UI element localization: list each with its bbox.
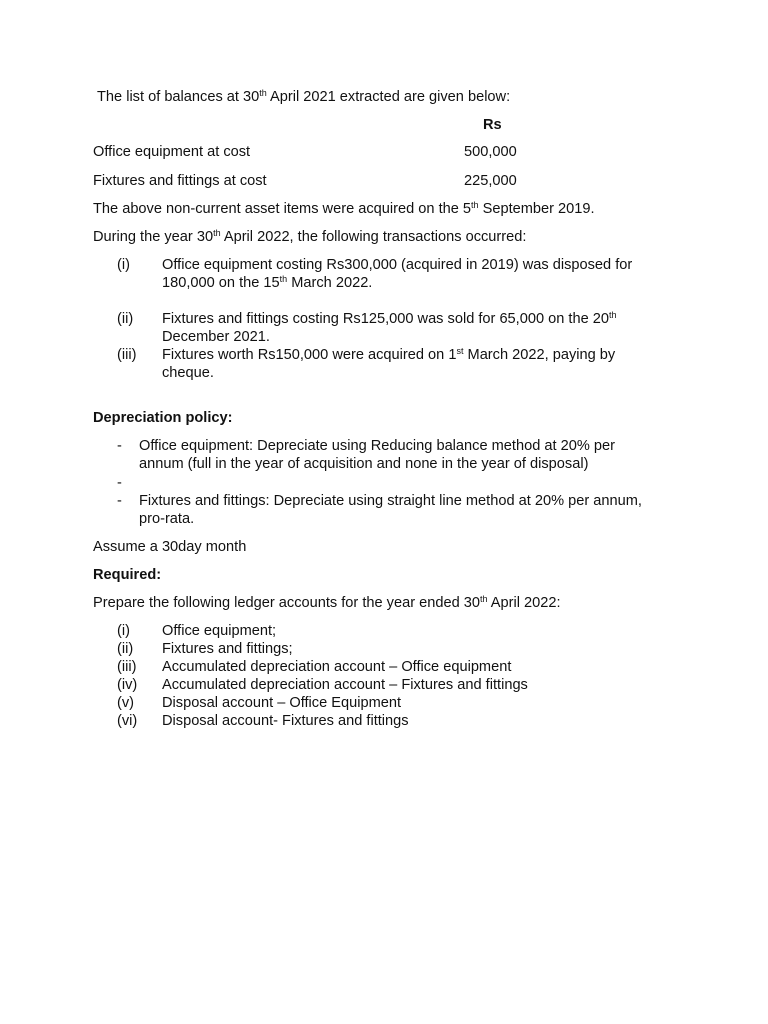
assume-line: Assume a 30day month <box>93 539 247 555</box>
balance-amount: 500,000 <box>464 144 517 160</box>
during-line: During the year 30th April 2022, the following transactions occurred: <box>93 228 527 245</box>
ledger-text: Disposal account – Office Equipment <box>162 695 402 711</box>
currency-header: Rs <box>483 117 502 133</box>
balance-amount: 225,000 <box>464 173 517 189</box>
ledger-number: (iv) <box>117 677 138 693</box>
ledger-number: (v) <box>117 695 135 711</box>
ledger-text: Accumulated depreciation account – Fixtures and fittings <box>162 677 528 693</box>
ledger-number: (vi) <box>117 713 138 729</box>
policy-bullet: - <box>117 475 122 491</box>
policy-bullet: - <box>117 438 122 454</box>
acquired-line: The above non-current asset items were acquired on the 5th September 2019. <box>93 200 595 217</box>
transaction-text: Fixtures and fittings costing Rs125,000 was sold for 65,000 on the 20th <box>162 310 617 327</box>
ledger-number: (i) <box>117 623 130 639</box>
prepare-line: Prepare the following ledger accounts for the year ended 30th April 2022: <box>93 594 561 611</box>
balance-label: Office equipment at cost <box>93 144 251 160</box>
ledger-number: (ii) <box>117 641 134 657</box>
transaction-text: Fixtures worth Rs150,000 were acquired on 1st March 2022, paying by <box>162 346 616 363</box>
policy-bullet: - <box>117 493 122 509</box>
policy-text: Fixtures and fittings: Depreciate using straight line method at 20% per annum, <box>139 493 642 509</box>
ledger-text: Accumulated depreciation account – Office equipment <box>162 659 512 675</box>
ledger-text: Disposal account- Fixtures and fittings <box>162 713 409 729</box>
ledger-text: Fixtures and fittings; <box>162 641 293 657</box>
transaction-text: 180,000 on the 15th March 2022. <box>162 274 373 291</box>
intro-line: The list of balances at 30th April 2021 extracted are given below: <box>97 88 511 105</box>
transaction-number: (iii) <box>117 347 137 363</box>
transaction-text: December 2021. <box>162 329 270 345</box>
transaction-text: cheque. <box>162 365 214 381</box>
policy-text: pro-rata. <box>139 511 195 527</box>
policy-heading: Depreciation policy: <box>93 410 233 426</box>
transaction-number: (i) <box>117 257 130 273</box>
policy-text: annum (full in the year of acquisition and none in the year of disposal) <box>139 456 589 472</box>
balance-label: Fixtures and fittings at cost <box>93 173 267 189</box>
transaction-text: Office equipment costing Rs300,000 (acquired in 2019) was disposed for <box>162 257 633 273</box>
policy-text: Office equipment: Depreciate using Reducing balance method at 20% per <box>139 438 615 454</box>
required-heading: Required: <box>93 567 162 583</box>
transaction-number: (ii) <box>117 311 134 327</box>
ledger-number: (iii) <box>117 659 137 675</box>
ledger-text: Office equipment; <box>162 623 277 639</box>
